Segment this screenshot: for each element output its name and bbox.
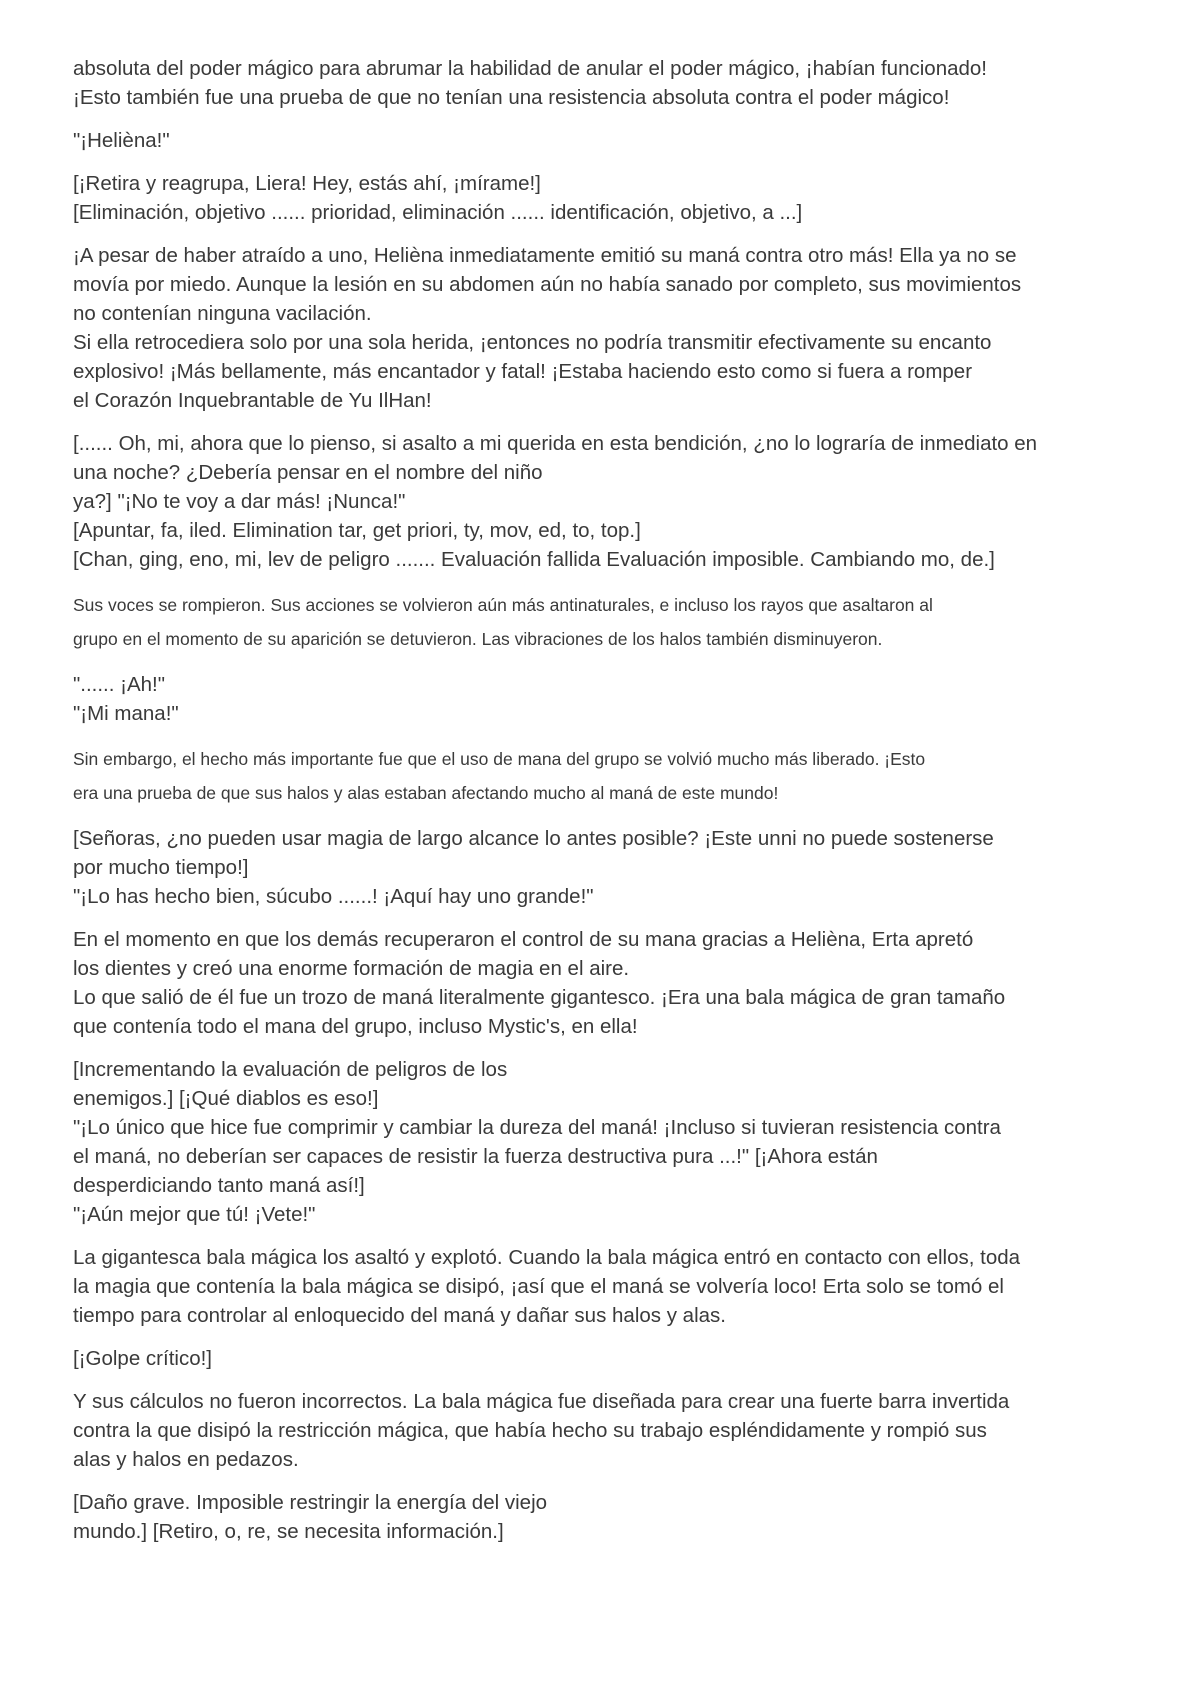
text-line: mundo.] [Retiro, o, re, se necesita información.] (73, 1520, 504, 1543)
text-line: movía por miedo. Aunque la lesión en su abdomen aún no había sanado por completo, sus movimientos (73, 273, 1022, 296)
text-line: Sus voces se rompieron. Sus acciones se volvieron aún más antinaturales, e incluso los rayos que asaltaron al (73, 595, 933, 615)
text-line: [Daño grave. Imposible restringir la energía del viejo (73, 1491, 548, 1514)
paragraph (73, 1387, 1130, 1474)
text-line: [Eliminación, objetivo ...... prioridad, eliminación ...... identificación, objetivo, a ...] (73, 201, 803, 224)
paragraph (73, 126, 1130, 155)
text-line: Y sus cálculos no fueron incorrectos. La bala mágica fue diseñada para crear una fuerte barra invertida (73, 1390, 1010, 1413)
paragraph (73, 241, 1130, 415)
text-line: tiempo para controlar al enloquecido del maná y dañar sus halos y alas. (73, 1304, 726, 1327)
text-line: [...... Oh, mi, ahora que lo pienso, si asalto a mi querida en esta bendición, ¿no lo lograría de inmediato en (73, 432, 1038, 455)
text-line: por mucho tiempo!] (73, 856, 249, 879)
text-line: el maná, no deberían ser capaces de resistir la fuerza destructiva pura ...!" [¡Ahora están (73, 1145, 878, 1168)
text-line: enemigos.] [¡Qué diablos es eso!] (73, 1087, 379, 1110)
text-line: "¡Helièna!" (73, 129, 170, 152)
text-line: En el momento en que los demás recuperaron el control de su mana gracias a Helièna, Erta apretó (73, 928, 974, 951)
text-line: una noche? ¿Debería pensar en el nombre del niño (73, 461, 543, 484)
paragraph (73, 1344, 1130, 1373)
paragraph (73, 925, 1130, 1041)
text-line: Si ella retrocediera solo por una sola herida, ¡entonces no podría transmitir efectivamente su encanto (73, 331, 992, 354)
text-line: "¡Lo único que hice fue comprimir y cambiar la dureza del maná! ¡Incluso si tuvieran resistencia contra (73, 1116, 1001, 1139)
text-line: Lo que salió de él fue un trozo de maná literalmente gigantesco. ¡Era una bala mágica de gran tamaño (73, 986, 1006, 1009)
text-line: desperdiciando tanto maná así!] (73, 1174, 365, 1197)
text-line: "...... ¡Ah!" (73, 673, 166, 696)
paragraph (73, 742, 1130, 810)
text-line: La gigantesca bala mágica los asaltó y explotó. Cuando la bala mágica entró en contacto con ellos, toda (73, 1246, 1021, 1269)
text-line: que contenía todo el mana del grupo, incluso Mystic's, en ella! (73, 1015, 638, 1038)
text-line: era una prueba de que sus halos y alas estaban afectando mucho al maná de este mundo! (73, 783, 779, 803)
text-line: [¡Golpe crítico!] (73, 1347, 212, 1370)
text-line: los dientes y creó una enorme formación de magia en el aire. (73, 957, 630, 980)
text-line: [¡Retira y reagrupa, Liera! Hey, estás ahí, ¡mírame!] (73, 172, 541, 195)
text-line: [Chan, ging, eno, mi, lev de peligro ....... Evaluación fallida Evaluación imposible. Cambiando mo, de.] (73, 548, 995, 571)
paragraph (73, 824, 1130, 911)
text-line: explosivo! ¡Más bellamente, más encantador y fatal! ¡Estaba haciendo esto como si fuera a romper (73, 360, 973, 383)
paragraph (73, 54, 1130, 112)
text-line: [Señoras, ¿no pueden usar magia de largo alcance lo antes posible? ¡Este unni no puede sostenerse (73, 827, 994, 850)
text-line: [Apuntar, fa, iled. Elimination tar, get priori, ty, mov, ed, to, top.] (73, 519, 641, 542)
paragraph (73, 1488, 1130, 1546)
paragraph (73, 169, 1130, 227)
text-line: ¡A pesar de haber atraído a uno, Helièna inmediatamente emitió su maná contra otro más! Ella ya no se (73, 244, 1017, 267)
text-line: el Corazón Inquebrantable de Yu IlHan! (73, 389, 432, 412)
paragraph (73, 1243, 1130, 1330)
text-line: no contenían ninguna vacilación. (73, 302, 372, 325)
paragraph (73, 588, 1130, 656)
text-line: la magia que contenía la bala mágica se disipó, ¡así que el maná se volvería loco! Erta solo se tomó el (73, 1275, 1004, 1298)
text-line: ¡Esto también fue una prueba de que no tenían una resistencia absoluta contra el poder mágico! (73, 86, 950, 109)
paragraph (73, 429, 1130, 574)
text-line: "¡Mi mana!" (73, 702, 179, 725)
text-line: "¡Aún mejor que tú! ¡Vete!" (73, 1203, 316, 1226)
text-line: Sin embargo, el hecho más importante fue que el uso de mana del grupo se volvió mucho más liberado. ¡Esto (73, 749, 926, 769)
paragraph (73, 670, 1130, 728)
text-line: "¡Lo has hecho bien, súcubo ......! ¡Aquí hay uno grande!" (73, 885, 594, 908)
text-line: contra la que disipó la restricción mágica, que había hecho su trabajo espléndidamente y rompió sus (73, 1419, 987, 1442)
text-line: [Incrementando la evaluación de peligros de los (73, 1058, 508, 1081)
text-line: alas y halos en pedazos. (73, 1448, 299, 1471)
text-line: grupo en el momento de su aparición se detuvieron. Las vibraciones de los halos también disminuyeron. (73, 629, 883, 649)
paragraph (73, 1055, 1130, 1229)
text-line: ya?] "¡No te voy a dar más! ¡Nunca!" (73, 490, 406, 513)
text-line: absoluta del poder mágico para abrumar la habilidad de anular el poder mágico, ¡habían funcionado! (73, 57, 987, 80)
